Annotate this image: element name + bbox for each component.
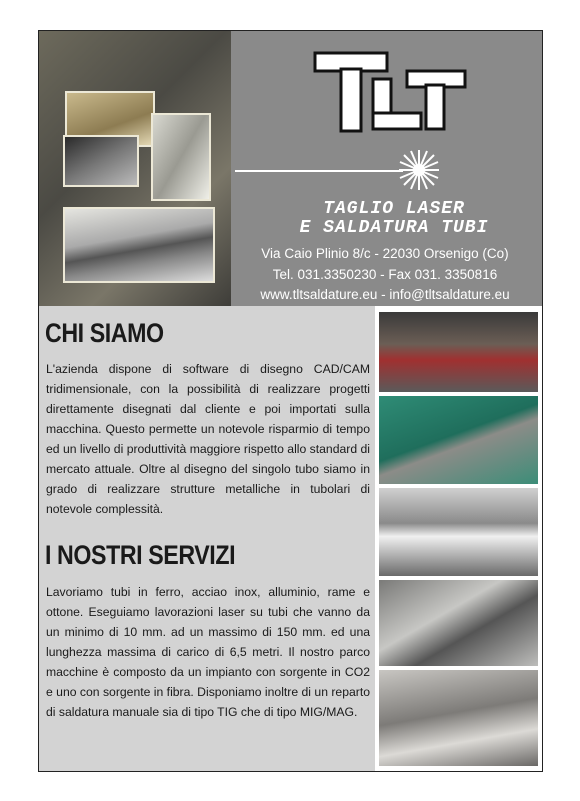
flyer	[38, 30, 543, 772]
rectangular-tubes-photo	[379, 488, 538, 576]
metal-frame-photo	[379, 312, 538, 392]
tagline-line-2: E SALDATURA TUBI	[299, 218, 489, 238]
tagline-line-1: TAGLIO LASER	[323, 199, 465, 219]
laser-beam-line	[235, 170, 403, 172]
servizi-text: Lavoriamo tubi in ferro, acciao inox, alluminio, rame e ottone. Eseguiamo lavorazioni laser su tubi che vanno da un minimo di 10 mm. ad un massimo di 150 mm. ed una lunghezza massima di carico di 6,5 metri. Il nostro parco macchine è composto da un impianto con sorgente in CO2 e uno con sorgente in fibra. Disponiamo inoltre di un reparto di saldatura manuale sia di tipo TIG che di tipo MIG/MAG.	[46, 585, 370, 719]
bent-tube-photo	[151, 113, 211, 201]
content-panel	[39, 306, 375, 771]
product-photo-collage	[39, 31, 231, 306]
laser-burst-icon	[397, 148, 441, 192]
header	[39, 31, 542, 306]
phone-fax-text: Tel. 031.3350230 - Fax 031. 3350816	[272, 267, 498, 282]
welding-workshop-photo	[379, 670, 538, 766]
servizi-heading: I NOSTRI SERVIZI	[45, 540, 236, 570]
chi-siamo-text: L'azienda dispone di software di disegno CAD/CAM tridimensionale, con la possibilità di realizzare progetti direttamente disegnati dal cliente e poi importati sulla macchina. Questo permette un notevole risparmio di tempo ed un livello di produttività maggiore rispetto allo standard di mercato attuale. Oltre al disegno del singolo tubo siamo in grado di realizzare strutture metalliche in tubolari di notevole complessità.	[46, 362, 370, 516]
web-email-text: www.tltsaldature.eu - info@tltsaldature.eu	[260, 287, 510, 302]
star-shape-photo	[63, 135, 139, 187]
address-text: Via Caio Plinio 8/c - 22030 Orsenigo (Co)	[261, 246, 509, 261]
square-tube-photo	[63, 207, 215, 283]
tube-joint-photo	[379, 396, 538, 484]
tlt-logo	[311, 49, 471, 135]
chi-siamo-heading: CHI SIAMO	[45, 318, 164, 348]
welded-tube-photo	[379, 580, 538, 666]
side-photo-strip	[375, 306, 542, 771]
